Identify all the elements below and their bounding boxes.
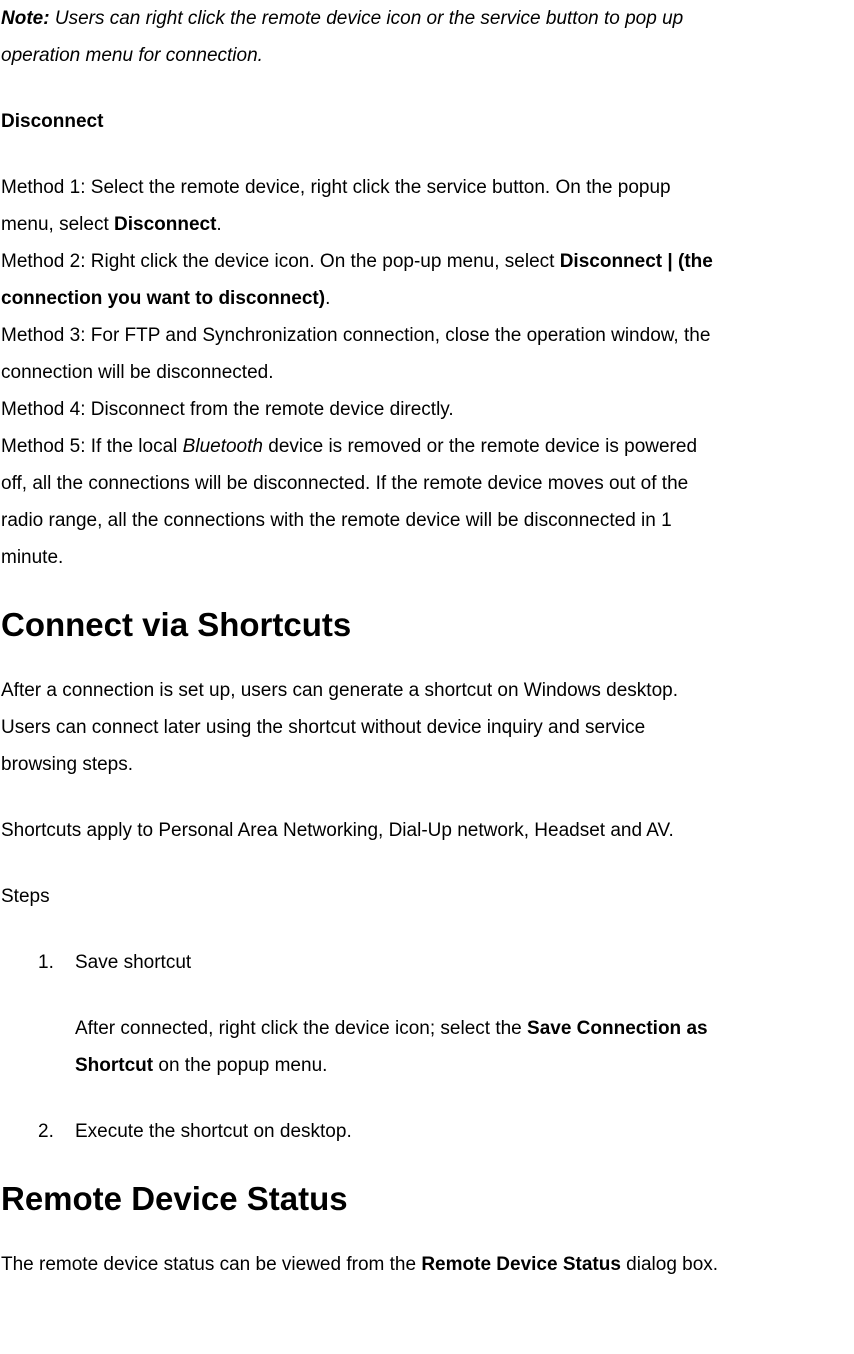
method2-line1: Method 2: Right click the device icon. On the pop-up menu, select Disconnect | (the bbox=[1, 251, 713, 272]
shortcuts-para1-line1: After a connection is set up, users can generate a shortcut on Windows desktop. bbox=[1, 680, 678, 701]
remote-status-title: Remote Device Status bbox=[1, 1180, 348, 1217]
step-2-number: 2. bbox=[38, 1121, 54, 1142]
method5-line4: minute. bbox=[1, 547, 64, 568]
step-1-desc-line2: Shortcut on the popup menu. bbox=[75, 1055, 328, 1076]
method1-line2: menu, select Disconnect. bbox=[1, 214, 222, 235]
disconnect-heading: Disconnect bbox=[1, 111, 104, 132]
note-line-2: operation menu for connection. bbox=[1, 45, 263, 66]
method4-line: Method 4: Disconnect from the remote device directly. bbox=[1, 399, 454, 420]
steps-label: Steps bbox=[1, 886, 50, 907]
method5-line3: radio range, all the connections with the remote device will be disconnected in 1 bbox=[1, 510, 672, 531]
shortcuts-para2: Shortcuts apply to Personal Area Networking, Dial-Up network, Headset and AV. bbox=[1, 820, 674, 841]
remote-status-para: The remote device status can be viewed from the Remote Device Status dialog box. bbox=[1, 1254, 719, 1275]
method5-line2: off, all the connections will be disconnected. If the remote device moves out of the bbox=[1, 473, 689, 494]
step-1 bbox=[1, 944, 854, 981]
note-label: Note: bbox=[1, 8, 50, 29]
method3-line2: connection will be disconnected. bbox=[1, 362, 274, 383]
step-2-title: Execute the shortcut on desktop. bbox=[75, 1121, 352, 1142]
note-text-1: Users can right click the remote device icon or the service button to pop up bbox=[49, 8, 684, 29]
method5-line1: Method 5: If the local Bluetooth device is removed or the remote device is powered bbox=[1, 436, 698, 457]
step-1-number: 1. bbox=[38, 952, 54, 973]
step-1-title: Save shortcut bbox=[75, 952, 192, 973]
note-line-1 bbox=[1, 0, 854, 37]
method2-line2: connection you want to disconnect). bbox=[1, 288, 331, 309]
shortcuts-para1-line3: browsing steps. bbox=[1, 754, 134, 775]
step-2 bbox=[1, 1113, 854, 1150]
shortcuts-title: Connect via Shortcuts bbox=[1, 606, 352, 643]
step-1-desc-line1: After connected, right click the device icon; select the Save Connection as bbox=[75, 1018, 708, 1039]
shortcuts-para1-line2: Users can connect later using the shortcut without device inquiry and service bbox=[1, 717, 646, 738]
method3-line1: Method 3: For FTP and Synchronization connection, close the operation window, the bbox=[1, 325, 711, 346]
method1-line1: Method 1: Select the remote device, right click the service button. On the popup bbox=[1, 177, 671, 198]
